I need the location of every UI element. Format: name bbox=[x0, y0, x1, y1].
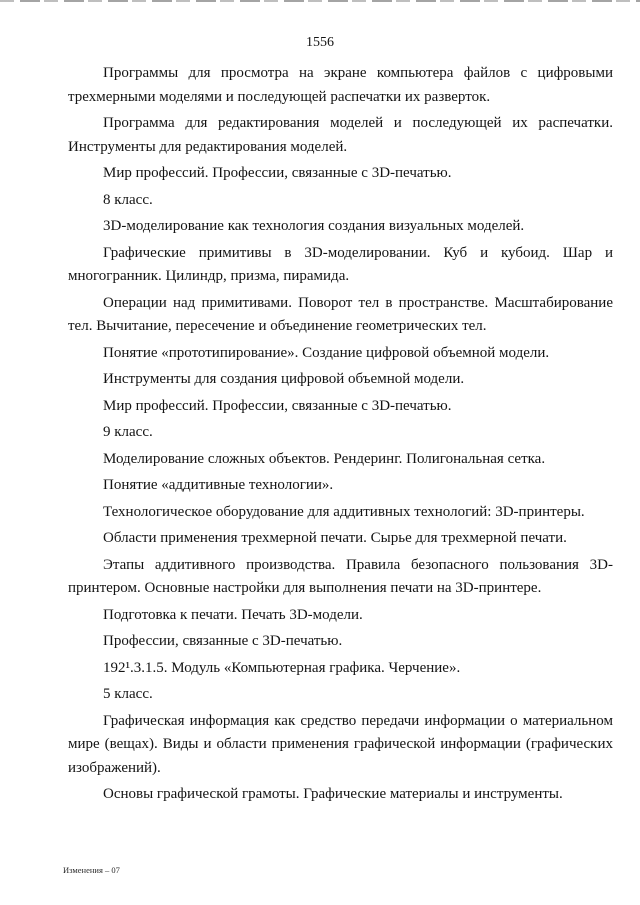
paragraph: Профессии, связанные с 3D-печатью. bbox=[103, 633, 343, 649]
paragraph: Программы для просмотра на экране компьютера файлов с цифровыми трехмерными моделями и последующей распечатки их разверток. bbox=[68, 65, 613, 105]
revision-footer: Изменения – 07 bbox=[63, 865, 120, 875]
paragraph: Операции над примитивами. Поворот тел в пространстве. Масштабирование тел. Вычитание, пересечение и объединение геометрических тел. bbox=[68, 294, 613, 334]
paragraph: Инструменты для создания цифровой объемной модели. bbox=[103, 371, 465, 387]
paragraph: Понятие «аддитивные технологии». bbox=[103, 477, 334, 493]
paragraph: Технологическое оборудование для аддитивных технологий: 3D-принтеры. bbox=[103, 503, 585, 520]
paragraph: Графическая информация как средство передачи информации о материальном мире (вещах). Виды и области применения графической информации (графических изображений). bbox=[68, 712, 613, 776]
paragraph: Подготовка к печати. Печать 3D-модели. bbox=[103, 606, 363, 623]
grade-heading: 5 класс. bbox=[103, 686, 153, 702]
paragraph: Основы графической грамоты. Графические материалы и инструменты. bbox=[103, 786, 563, 802]
paragraph: Программа для редактирования моделей и последующей их распечатки. Инструменты для редактирования моделей. bbox=[68, 115, 613, 155]
page-number: 1556 bbox=[306, 35, 334, 50]
paragraph: Области применения трехмерной печати. Сырье для трехмерной печати. bbox=[103, 530, 567, 546]
paragraph: Мир профессий. Профессии, связанные с 3D-печатью. bbox=[103, 165, 452, 181]
grade-heading: 9 класс. bbox=[103, 424, 153, 440]
paragraph: Графические примитивы в 3D-моделировании. Куб и кубоид. Шар и многогранник. Цилиндр, призма, пирамида. bbox=[68, 244, 613, 284]
paragraph: Понятие «прототипирование». Создание цифровой объемной модели. bbox=[103, 344, 550, 361]
paragraph: Мир профессий. Профессии, связанные с 3D-печатью. bbox=[103, 397, 452, 414]
grade-heading: 8 класс. bbox=[103, 191, 153, 208]
module-heading: 192¹.3.1.5. Модуль «Компьютерная графика. Черчение». bbox=[103, 659, 461, 676]
scan-top-edge bbox=[0, 0, 640, 2]
document-body bbox=[68, 62, 613, 807]
paragraph: 3D-моделирование как технология создания визуальных моделей. bbox=[103, 218, 525, 234]
paragraph: Этапы аддитивного производства. Правила безопасного пользования 3D-принтером. Основные настройки для выполнения печати на 3D-принтере. bbox=[68, 556, 613, 596]
paragraph: Моделирование сложных объектов. Рендеринг. Полигональная сетка. bbox=[103, 450, 546, 467]
